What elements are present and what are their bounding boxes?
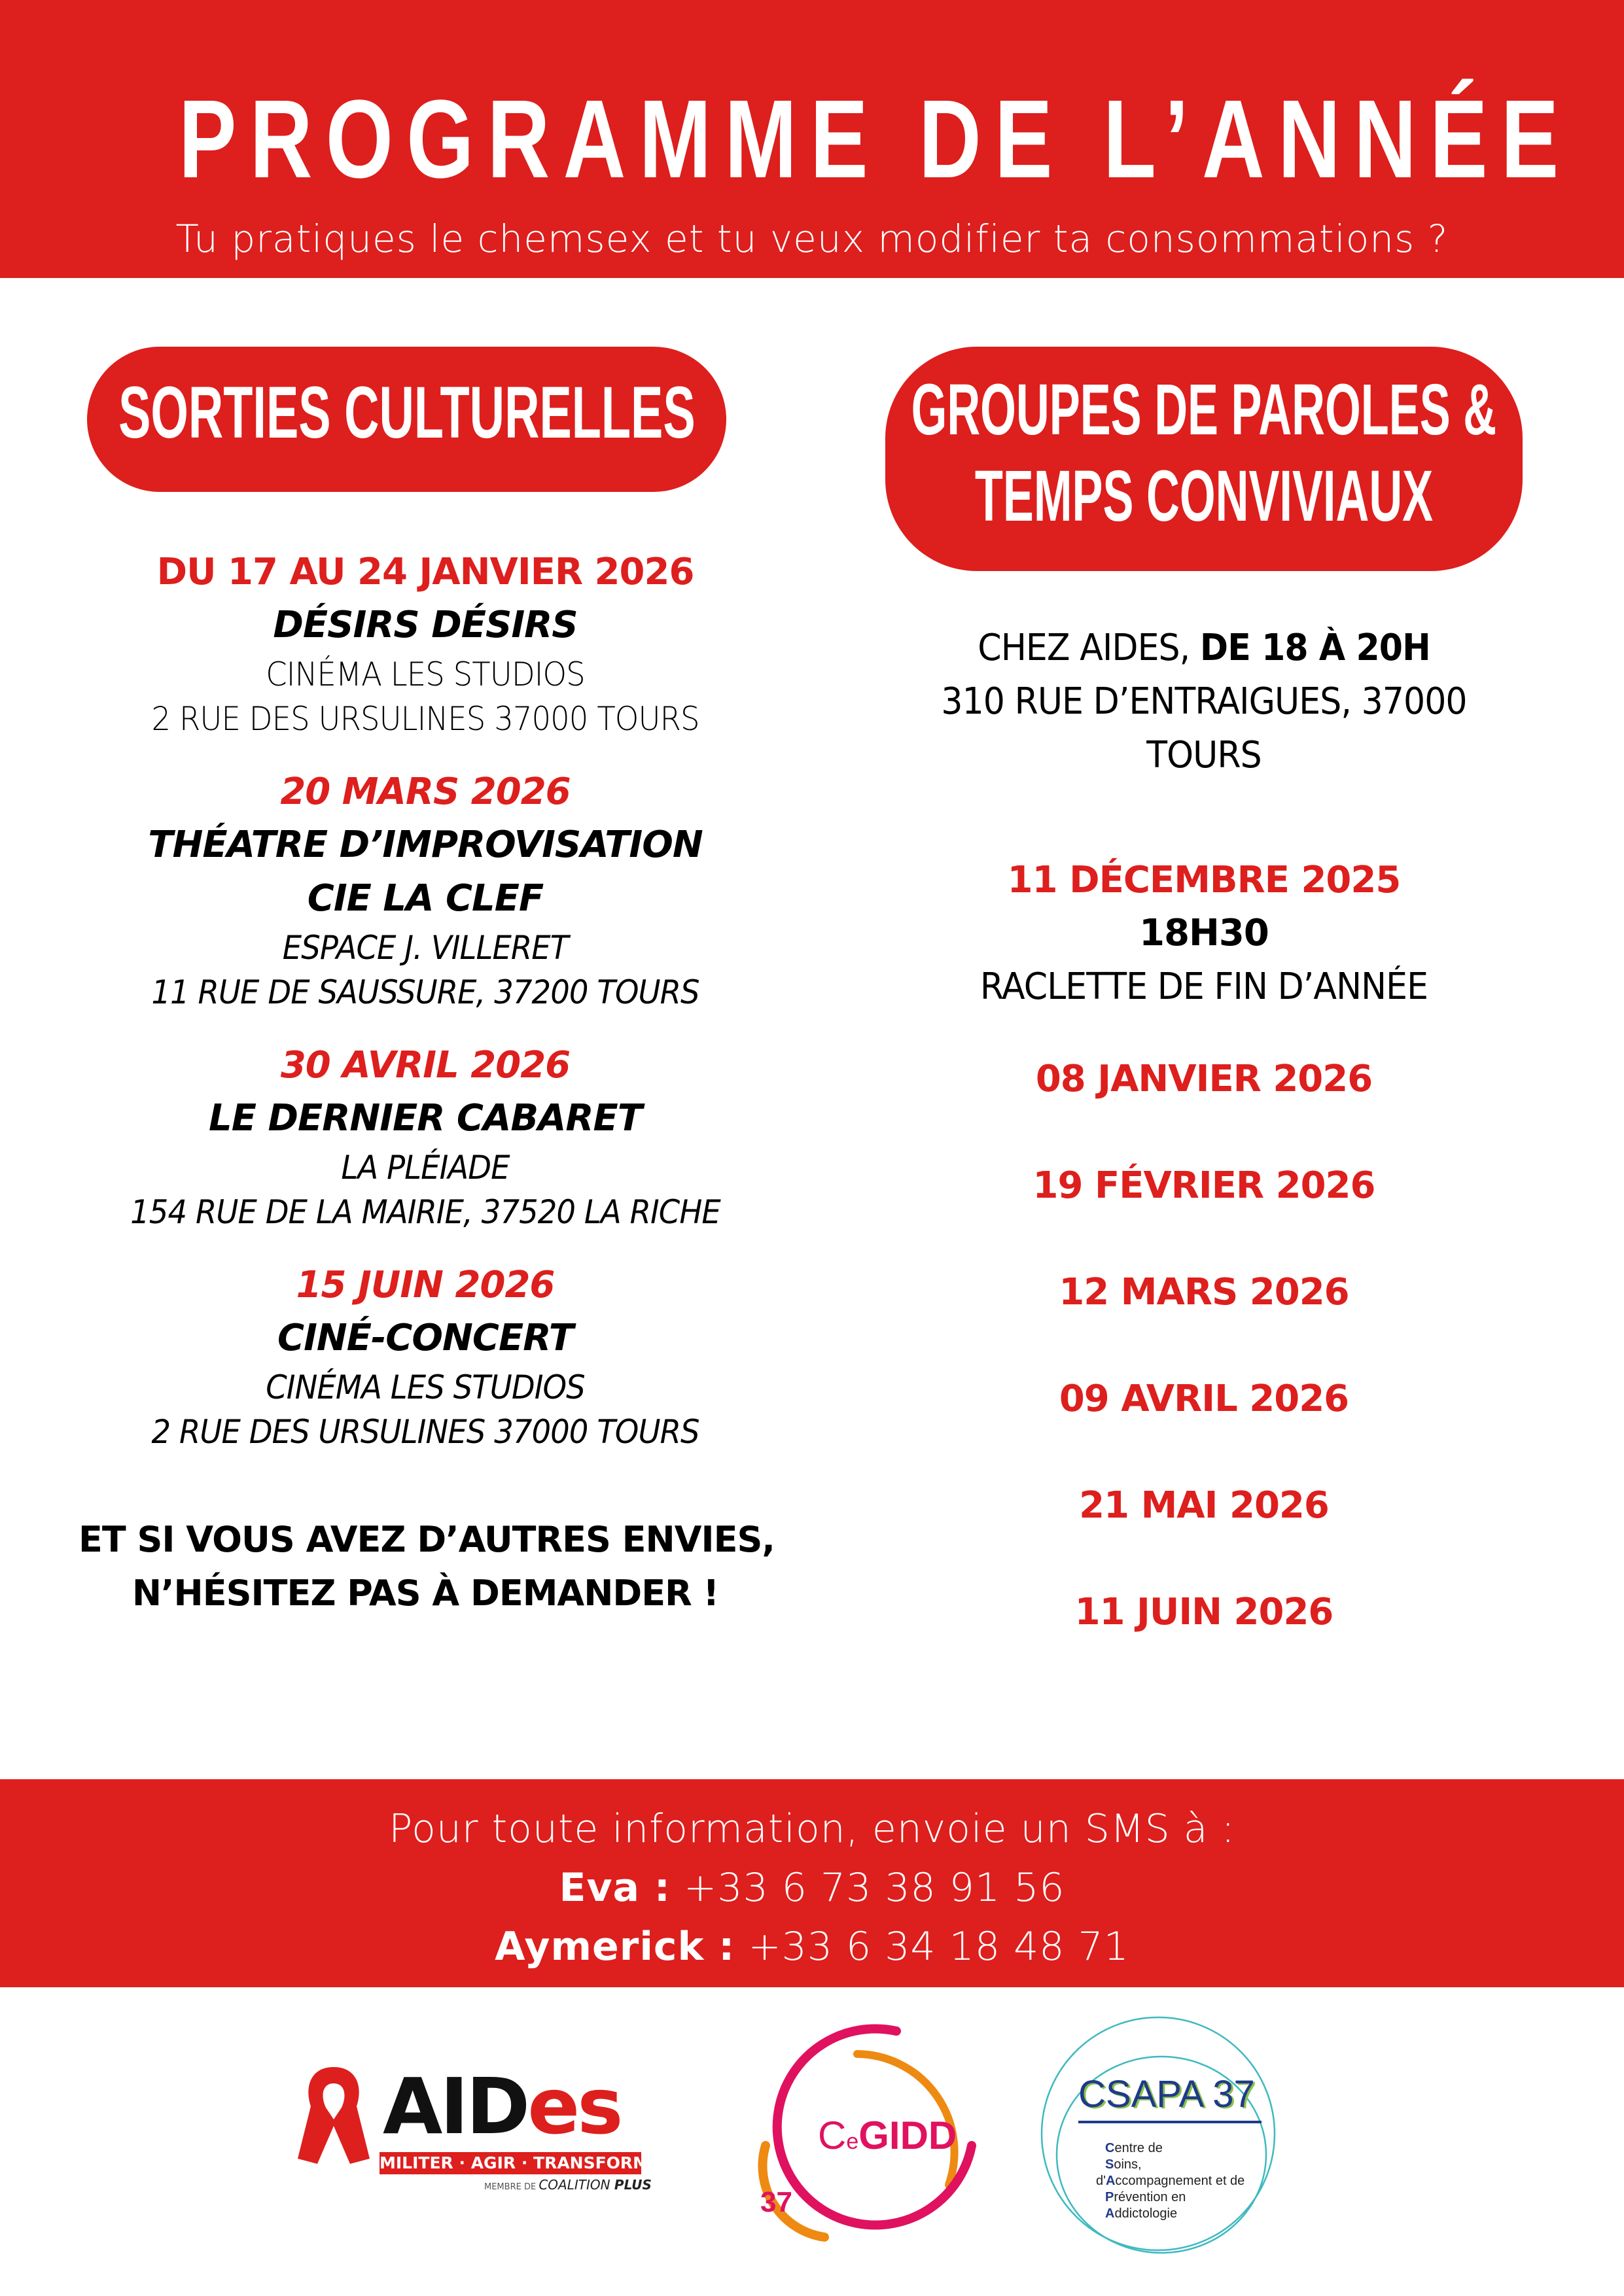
contact-name: Aymerick :	[495, 1924, 735, 1970]
contact-name: Eva :	[559, 1865, 671, 1911]
session-dates	[870, 1053, 1538, 1639]
closing-line2: N’HÉSITEZ PAS À DEMANDER !	[132, 1573, 719, 1614]
group-hours: DE 18 À 20H	[1199, 627, 1430, 669]
event-address: 2 RUE DES URSULINES 37000 TOURS	[151, 1413, 699, 1451]
event-date: 30 AVRIL 2026	[280, 1044, 571, 1087]
csapa-line: Centre de	[1105, 2141, 1163, 2155]
event-title: THÉATRE D’IMPROVISATION	[148, 824, 703, 866]
session-date: 11 JUIN 2026	[1074, 1591, 1333, 1633]
cegidd-c: C	[818, 2113, 847, 2157]
contact-phone[interactable]: +33 6 73 38 91 56	[670, 1865, 1065, 1911]
section-heading-label: SORTIES CULTURELLES	[118, 372, 696, 453]
event-title-line2: CIE LA CLEF	[307, 877, 544, 920]
event-venue: ESPACE J. VILLERET	[282, 929, 569, 967]
aides-tagline: MILITER · AGIR · TRANSFORMER	[380, 2152, 641, 2174]
section-heading-talk-groups	[885, 347, 1523, 571]
session-date: 21 MAI 2026	[1079, 1484, 1329, 1527]
special-event	[870, 854, 1538, 1014]
contact-intro: Pour toute information, envoie un SMS à :	[389, 1806, 1235, 1852]
event-date: 15 JUIN 2026	[296, 1264, 555, 1306]
section-heading-label-line2: TEMPS CONVIVIAUX	[974, 455, 1434, 536]
contact-phone[interactable]: +33 6 34 18 48 71	[735, 1924, 1129, 1970]
csapa-line: Prévention en	[1105, 2190, 1186, 2204]
event-date: DU 17 AU 24 JANVIER 2026	[156, 551, 694, 593]
event-item	[79, 546, 772, 741]
cultural-outings-list	[79, 546, 775, 1620]
event-venue: LA PLÉIADE	[341, 1149, 510, 1187]
special-event-time: 18H30	[1139, 912, 1269, 954]
group-location	[894, 621, 1515, 675]
contact-banner	[0, 1779, 1624, 1987]
page-title: PROGRAMME DE L’ANNÉE	[179, 77, 1572, 201]
csapa-underline	[1078, 2121, 1262, 2123]
red-ribbon-icon	[294, 2061, 373, 2172]
section-heading-cultural-outings	[87, 347, 726, 492]
talk-groups-list	[870, 621, 1538, 1693]
aides-coalition	[484, 2177, 652, 2193]
csapa-logo	[1027, 2016, 1289, 2265]
group-location-prefix: CHEZ AIDES,	[978, 627, 1200, 669]
csapa-line: Soins,	[1105, 2157, 1142, 2172]
special-event-date: 11 DÉCEMBRE 2025	[1007, 859, 1401, 901]
event-title: CINÉ-CONCERT	[277, 1317, 574, 1359]
cegidd-e: e	[846, 2129, 859, 2154]
contact-aymerick	[0, 1921, 1624, 1973]
event-item	[79, 1259, 772, 1454]
session-date: 12 MARS 2026	[1059, 1271, 1349, 1313]
session-date: 08 JANVIER 2026	[1035, 1058, 1373, 1100]
event-title: LE DERNIER CABARET	[209, 1097, 642, 1139]
cegidd-logo	[720, 2015, 995, 2263]
event-title: DÉSIRS DÉSIRS	[273, 604, 578, 646]
aides-wordmark	[383, 2061, 621, 2151]
closing-message	[79, 1513, 775, 1620]
cegidd-wordmark	[818, 2113, 957, 2158]
csapa-title: CSAPA 37	[1078, 2073, 1255, 2115]
contact-eva	[0, 1862, 1624, 1914]
aides-wordmark-red: es	[527, 2061, 621, 2151]
session-date: 09 AVRIL 2026	[1059, 1378, 1349, 1420]
coalition-plus: PLUS	[614, 2177, 652, 2193]
session-date: 19 FÉVRIER 2026	[1033, 1164, 1375, 1207]
event-address: 11 RUE DE SAUSSURE, 37200 TOURS	[151, 973, 699, 1011]
event-address: 2 RUE DES URSULINES 37000 TOURS	[151, 700, 699, 738]
aides-wordmark-black: AID	[383, 2061, 528, 2151]
coalition-name: COALITION	[538, 2177, 614, 2193]
group-address-line2: TOURS	[1146, 734, 1262, 776]
event-venue: CINÉMA LES STUDIOS	[266, 655, 585, 693]
closing-line1: ET SI VOUS AVEZ D’AUTRES ENVIES,	[79, 1519, 775, 1560]
page-subtitle: Tu pratiques le chemsex et tu veux modifier ta consommations ?	[175, 217, 1449, 261]
header-banner	[0, 0, 1624, 278]
csapa-description	[1096, 2140, 1244, 2222]
group-address-line1: 310 RUE D’ENTRAIGUES, 37000	[941, 680, 1467, 723]
csapa-line: d'Accompagnement et de	[1096, 2174, 1245, 2188]
cegidd-rest: GIDD	[858, 2113, 957, 2157]
event-venue: CINÉMA LES STUDIOS	[266, 1368, 585, 1406]
event-item	[79, 1039, 772, 1234]
event-item	[79, 766, 772, 1015]
csapa-line: Addictologie	[1105, 2206, 1178, 2221]
coalition-prefix: MEMBRE DE	[484, 2182, 539, 2192]
event-date: 20 MARS 2026	[280, 771, 571, 813]
section-heading-label-line1: GROUPES DE PAROLES &	[911, 369, 1497, 450]
event-address: 154 RUE DE LA MAIRIE, 37520 LA RICHE	[130, 1193, 720, 1231]
aides-logo	[294, 2061, 673, 2193]
special-event-label: RACLETTE DE FIN D’ANNÉE	[980, 965, 1428, 1008]
cegidd-number: 37	[760, 2186, 792, 2218]
